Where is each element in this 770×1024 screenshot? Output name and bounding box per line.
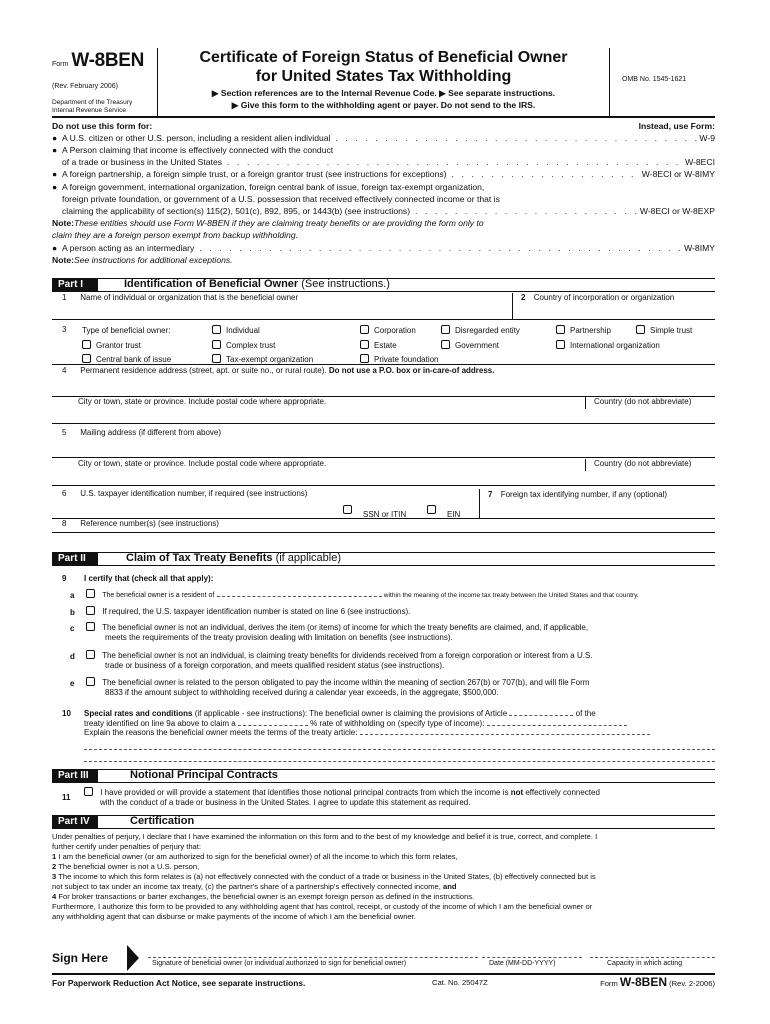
form-header bbox=[52, 48, 715, 118]
instead-use-heading: Instead, use Form: bbox=[638, 121, 715, 131]
part1-label: Part I bbox=[52, 279, 98, 291]
line9-label: I certify that (check all that apply): bbox=[84, 574, 214, 583]
city-label: City or town, state or province. Include postal code where appropriate. bbox=[78, 459, 327, 468]
line-number: 1 bbox=[62, 293, 67, 302]
cert-para: Under penalties of perjury, I declare that I have examined the information on this form and to the best of my knowledge and belief it is true, correct, and complete. I bbox=[52, 832, 598, 841]
line8-field[interactable] bbox=[52, 519, 715, 533]
department-line2: Internal Revenue Service bbox=[52, 106, 127, 114]
part3-label: Part III bbox=[52, 770, 98, 782]
ein-option[interactable] bbox=[427, 505, 461, 519]
intro-item: ● A Person claiming that income is effectively connected with the conduct bbox=[52, 145, 334, 155]
sign-here-label: Sign Here bbox=[52, 951, 109, 965]
item-letter: d bbox=[70, 652, 75, 661]
signature-label: Signature of beneficial owner (or individual authorized to sign for beneficial owner) bbox=[152, 960, 407, 967]
line11-checkbox[interactable] bbox=[84, 787, 93, 796]
line9d-row bbox=[86, 650, 593, 670]
part3-title: Notional Principal Contracts bbox=[130, 769, 278, 782]
line9-number: 9 bbox=[62, 574, 67, 583]
line9b-row bbox=[86, 606, 410, 617]
part2-label: Part II bbox=[52, 553, 98, 565]
line9a-row bbox=[86, 589, 639, 600]
line9c-row bbox=[86, 622, 588, 642]
line4-field[interactable] bbox=[52, 366, 715, 397]
intro-item-text: claiming the applicability of section(s) 115(2), 501(c), 892, 895, or 1443(b) (see instructions) . . . bbox=[62, 206, 640, 216]
line10-text2: treaty identified on line 9a above to claim a bbox=[84, 718, 236, 728]
intro-item-form: W-8IMY bbox=[684, 243, 715, 253]
explanation-input-line2[interactable] bbox=[84, 738, 715, 750]
item-letter: c bbox=[70, 624, 75, 633]
intro-note bbox=[52, 218, 715, 230]
line9e-text: The beneficial owner is related to the person obligated to pay the income within the meaning of section 267(b) or 707(b), and will file Form bbox=[102, 678, 590, 687]
line2-field[interactable] bbox=[521, 293, 674, 303]
line7-field[interactable] bbox=[488, 490, 667, 500]
intro-note-cont: claim they are a foreign person exempt from backup withholding. bbox=[52, 230, 299, 240]
part4-title: Certification bbox=[130, 815, 195, 828]
line4-label: Permanent residence address (street, apt. or suite no., or rural route). bbox=[80, 366, 327, 375]
line10-text3: % rate of withholding on (specify type of income): bbox=[310, 718, 485, 728]
cert-item: The income to which this form relates is (a) not effectively connected with the conduct of a trade or business in the United States, (b) effectively connected but is bbox=[58, 872, 596, 882]
line5-label: Mailing address (if different from above) bbox=[80, 428, 222, 437]
line-number: 5 bbox=[62, 428, 67, 437]
cert-para: Furthermore, I authorize this form to be provided to any withholding agent that has control, receipt, or custody of the income of which I am the beneficial owner or bbox=[52, 902, 593, 912]
intro-item-text: A person acting as an intermediary . . . bbox=[62, 243, 684, 253]
checkbox-label: Partnership bbox=[570, 326, 611, 335]
part2-title bbox=[98, 552, 341, 565]
form-word: Form bbox=[52, 61, 69, 68]
checkbox-label: Central bank of issue bbox=[96, 355, 172, 364]
item-letter: e bbox=[70, 679, 75, 688]
line6-label: U.S. taxpayer identification number, if required (see instructions) bbox=[80, 489, 308, 498]
line3-label: Type of beneficial owner: bbox=[82, 326, 171, 335]
line10-text: (if applicable - see instructions): The beneficial owner is claiming the provisions of Article bbox=[194, 709, 508, 718]
item-letter: b bbox=[70, 608, 75, 617]
line11-number: 11 bbox=[62, 793, 71, 802]
cert-item: I am the beneficial owner (or am authorized to sign for the beneficial owner) of all the income to which this form relates, bbox=[58, 852, 458, 862]
checkbox-label: Corporation bbox=[374, 326, 416, 335]
ssn-option[interactable] bbox=[343, 505, 407, 519]
explanation-input-line3[interactable] bbox=[84, 752, 715, 762]
checkbox-label: Grantor trust bbox=[96, 341, 141, 350]
line9b-text: If required, the U.S. taxpayer identification number is stated on line 6 (see instructions). bbox=[102, 607, 411, 616]
form-title-line2: for United States Tax Withholding bbox=[255, 68, 512, 86]
line-number: 7 bbox=[488, 490, 493, 499]
cert-para: further certify under penalties of perjury that: bbox=[52, 842, 201, 852]
form-title-line1: Certificate of Foreign Status of Beneficial Owner bbox=[199, 49, 568, 66]
line9d-checkbox[interactable] bbox=[86, 650, 95, 659]
signature-input[interactable] bbox=[148, 945, 478, 958]
item-letter: a bbox=[70, 591, 75, 600]
checkbox-label: Disregarded entity bbox=[455, 326, 520, 335]
line11-row bbox=[84, 787, 715, 807]
part2-title-note: (if applicable) bbox=[275, 552, 341, 565]
line4-bold-note: Do not use a P.O. box or in-care-of address. bbox=[328, 366, 495, 375]
checkbox-label: Government bbox=[455, 341, 500, 350]
line9a-text: The beneficial owner is a resident of bbox=[102, 592, 215, 599]
cert-item: The beneficial owner is not a U.S. person, bbox=[58, 862, 200, 872]
intro-item: ● A U.S. citizen or other U.S. person, including a resident alien individual . . . W-9 bbox=[52, 133, 715, 145]
line-number: 8 bbox=[62, 519, 67, 528]
note-label: Note: bbox=[52, 255, 74, 265]
cert-para: any withholding agent that can disburse or make payments of the income of which I am the beneficial owner. bbox=[52, 912, 416, 922]
note-text: These entities should use Form W-8BEN if they are claiming treaty benefits or are providing the form only to bbox=[73, 218, 484, 228]
intro-item-form: W-8ECI or W-8IMY bbox=[641, 169, 715, 179]
line9e-checkbox[interactable] bbox=[86, 677, 95, 686]
line11-text: I have provided or will provide a statement that identifies those notional principal contracts from which the income is bbox=[100, 788, 509, 797]
cert-item: not subject to tax under an income tax treaty, (c) the partner's share of a partnership's effectively connected income, bbox=[52, 882, 441, 892]
department-line1: Department of the Treasury bbox=[52, 99, 133, 107]
intro-item: ● A foreign government, international organization, foreign central bank of issue, foreign tax-exempt organization, bbox=[52, 182, 485, 192]
explanation-input[interactable] bbox=[360, 734, 650, 735]
cert-item: For broker transactions or barter exchanges, the beneficial owner is an exempt foreign person as defined in the instructions. bbox=[58, 892, 475, 902]
footer-rev: (Rev. 2-2006) bbox=[669, 979, 715, 988]
intro-item-form: W-8ECI bbox=[685, 157, 715, 167]
line9a-checkbox[interactable] bbox=[86, 589, 95, 598]
line7-label: Foreign tax identifying number, if any (optional) bbox=[500, 490, 667, 499]
line10-text4: Explain the reasons the beneficial owner meets the terms of the treaty article: bbox=[84, 728, 358, 738]
omb-number: OMB No. 1545-1621 bbox=[609, 48, 715, 116]
ein-checkbox[interactable] bbox=[427, 505, 436, 514]
catalog-number: Cat. No. 25047Z bbox=[432, 978, 488, 987]
part1-header bbox=[52, 278, 715, 292]
part4-header bbox=[52, 815, 715, 829]
line9c-checkbox[interactable] bbox=[86, 622, 95, 631]
line10-of: of the bbox=[575, 709, 596, 718]
checkbox-label: Private foundation bbox=[374, 355, 439, 364]
note-label: Note: bbox=[52, 218, 74, 228]
footer-form-id bbox=[600, 975, 715, 989]
line11-text2: with the conduct of a trade or business in the United States. I agree to update this statement as required. bbox=[100, 797, 471, 807]
residence-country-input[interactable] bbox=[217, 596, 382, 597]
line9a-text2: within the meaning of the income tax treaty between the United States and that country. bbox=[383, 592, 639, 599]
note-text: See instructions for additional exceptions. bbox=[73, 255, 233, 265]
intro-item-cont bbox=[52, 194, 715, 206]
part1-title-text: Identification of Beneficial Owner bbox=[124, 278, 299, 291]
part2-title-text: Claim of Tax Treaty Benefits bbox=[126, 552, 273, 565]
rate-input[interactable] bbox=[238, 725, 308, 726]
do-not-use-heading: Do not use this form for: bbox=[52, 121, 153, 131]
divider bbox=[585, 397, 586, 409]
divider bbox=[479, 489, 480, 519]
line-number: 2 bbox=[521, 293, 526, 302]
line-number: 4 bbox=[62, 366, 67, 375]
intro-list bbox=[52, 133, 715, 267]
intro-item-form: W-8ECI or W-8EXP bbox=[639, 206, 715, 216]
checkbox-label: International organization bbox=[570, 341, 660, 350]
form-subtitle-2: ▶ Give this form to the withholding agent or payer. Do not send to the IRS. bbox=[231, 99, 536, 110]
certification-text bbox=[52, 832, 715, 922]
article-input[interactable] bbox=[509, 715, 573, 716]
line2-label: Country of incorporation or organization bbox=[533, 293, 675, 302]
income-type-input[interactable] bbox=[487, 725, 627, 726]
line10-row bbox=[84, 709, 715, 765]
checkbox-label: Complex trust bbox=[226, 341, 276, 350]
line9e-text2: 8833 if the amount subject to withholding received during a calendar year exceeds, in the aggregate, $500,000. bbox=[105, 687, 499, 697]
intro-item-cont bbox=[52, 206, 715, 218]
checkbox-label: Tax-exempt organization bbox=[226, 355, 314, 364]
line10-bold: Special rates and conditions bbox=[84, 709, 193, 718]
intro-item-text: foreign private foundation, or government of a U.S. possession that received effectively connected income or that is bbox=[62, 194, 500, 204]
line9d-text: The beneficial owner is not an individual, is claiming treaty benefits for dividends received from a foreign corporation or interest from a U.S. bbox=[102, 651, 593, 660]
checkbox-label: Individual bbox=[226, 326, 260, 335]
intro-note bbox=[52, 255, 715, 267]
sign-arrow-icon bbox=[126, 945, 140, 971]
date-label: Date (MM-DD-YYYY) bbox=[489, 960, 556, 967]
cert-num: 2 bbox=[52, 862, 57, 872]
form-number: W-8BEN bbox=[71, 50, 145, 71]
footer-form-number: W-8BEN bbox=[619, 975, 667, 989]
divider bbox=[512, 293, 513, 320]
part1-title bbox=[98, 278, 390, 291]
city-label: City or town, state or province. Include postal code where appropriate. bbox=[78, 397, 327, 406]
ein-label: EIN bbox=[447, 510, 461, 519]
part3-header bbox=[52, 769, 715, 783]
checkbox-label: Estate bbox=[374, 341, 397, 350]
line9c-text2: meets the requirements of the treaty provision dealing with limitation on benefits (see instructions). bbox=[105, 632, 453, 642]
cert-num: 4 bbox=[52, 892, 57, 902]
capacity-input[interactable] bbox=[590, 945, 715, 958]
intro-item-form: W-9 bbox=[699, 133, 715, 143]
intro-item-text: of a trade or business in the United States . . . bbox=[62, 157, 685, 167]
form-subtitle-1: ▶ Section references are to the Internal Revenue Code. ▶ See separate instructions. bbox=[211, 88, 556, 99]
line10-number: 10 bbox=[62, 709, 71, 718]
ssn-checkbox[interactable] bbox=[343, 505, 352, 514]
line-number: 6 bbox=[62, 489, 67, 498]
department bbox=[52, 99, 157, 114]
intro-item-cont bbox=[52, 157, 715, 169]
line9e-row bbox=[86, 677, 589, 697]
capacity-label: Capacity in which acting bbox=[607, 960, 683, 967]
line8-label: Reference number(s) (see instructions) bbox=[80, 519, 219, 528]
line4-country-field[interactable]: Country (do not abbreviate) bbox=[594, 397, 692, 406]
line5-field[interactable] bbox=[52, 428, 715, 458]
line9c-text: The beneficial owner is not an individual, derives the item (or items) of income for which the treaty benefits are claimed, and, if applicable, bbox=[102, 623, 589, 632]
line9b-checkbox[interactable] bbox=[86, 606, 95, 615]
intro-item-text: A foreign partnership, a foreign simple trust, or a foreign grantor trust (see instructions for exceptions) . . . bbox=[62, 169, 642, 179]
form-revision: (Rev. February 2006) bbox=[52, 82, 119, 90]
checkbox-label: Simple trust bbox=[650, 326, 693, 335]
divider bbox=[585, 459, 586, 471]
intro-item: ● A foreign partnership, a foreign simple trust, or a foreign grantor trust (see instructions for exceptions) . . . W-8ECI or W-8IMY bbox=[52, 169, 715, 182]
line5-country-field[interactable]: Country (do not abbreviate) bbox=[594, 459, 692, 468]
ssn-label: SSN or ITIN bbox=[363, 510, 407, 519]
cert-num: 1 bbox=[52, 852, 57, 862]
intro-item-text: A U.S. citizen or other U.S. person, including a resident alien individual . . . bbox=[62, 133, 699, 143]
intro-item-text: A Person claiming that income is effectively connected with the conduct bbox=[62, 145, 334, 155]
intro-item: ● A person acting as an intermediary . . . W-8IMY bbox=[52, 243, 715, 255]
line11-text1b: effectively connected bbox=[525, 788, 600, 797]
cert-and: and bbox=[442, 882, 457, 892]
part1-title-note: (See instructions.) bbox=[301, 278, 390, 291]
part2-header bbox=[52, 552, 715, 566]
date-input[interactable] bbox=[482, 945, 582, 958]
footer-form-word: Form bbox=[600, 979, 618, 988]
line11-not: not bbox=[510, 788, 524, 797]
intro-item-text: A foreign government, international organization, foreign central bank of issue, foreign tax-exempt organization, bbox=[62, 182, 485, 192]
form-id-block bbox=[52, 48, 158, 116]
line9d-text2: trade or business of a foreign corporation, and meets qualified resident status (see instructions). bbox=[105, 660, 445, 670]
line3-number: 3 bbox=[62, 325, 67, 334]
part4-label: Part IV bbox=[52, 816, 98, 828]
paperwork-notice: For Paperwork Reduction Act Notice, see separate instructions. bbox=[52, 978, 306, 988]
line3-border bbox=[52, 320, 715, 365]
cert-num: 3 bbox=[52, 872, 57, 882]
line1-label: Name of individual or organization that is the beneficial owner bbox=[80, 293, 299, 302]
form-title-block bbox=[158, 48, 609, 116]
